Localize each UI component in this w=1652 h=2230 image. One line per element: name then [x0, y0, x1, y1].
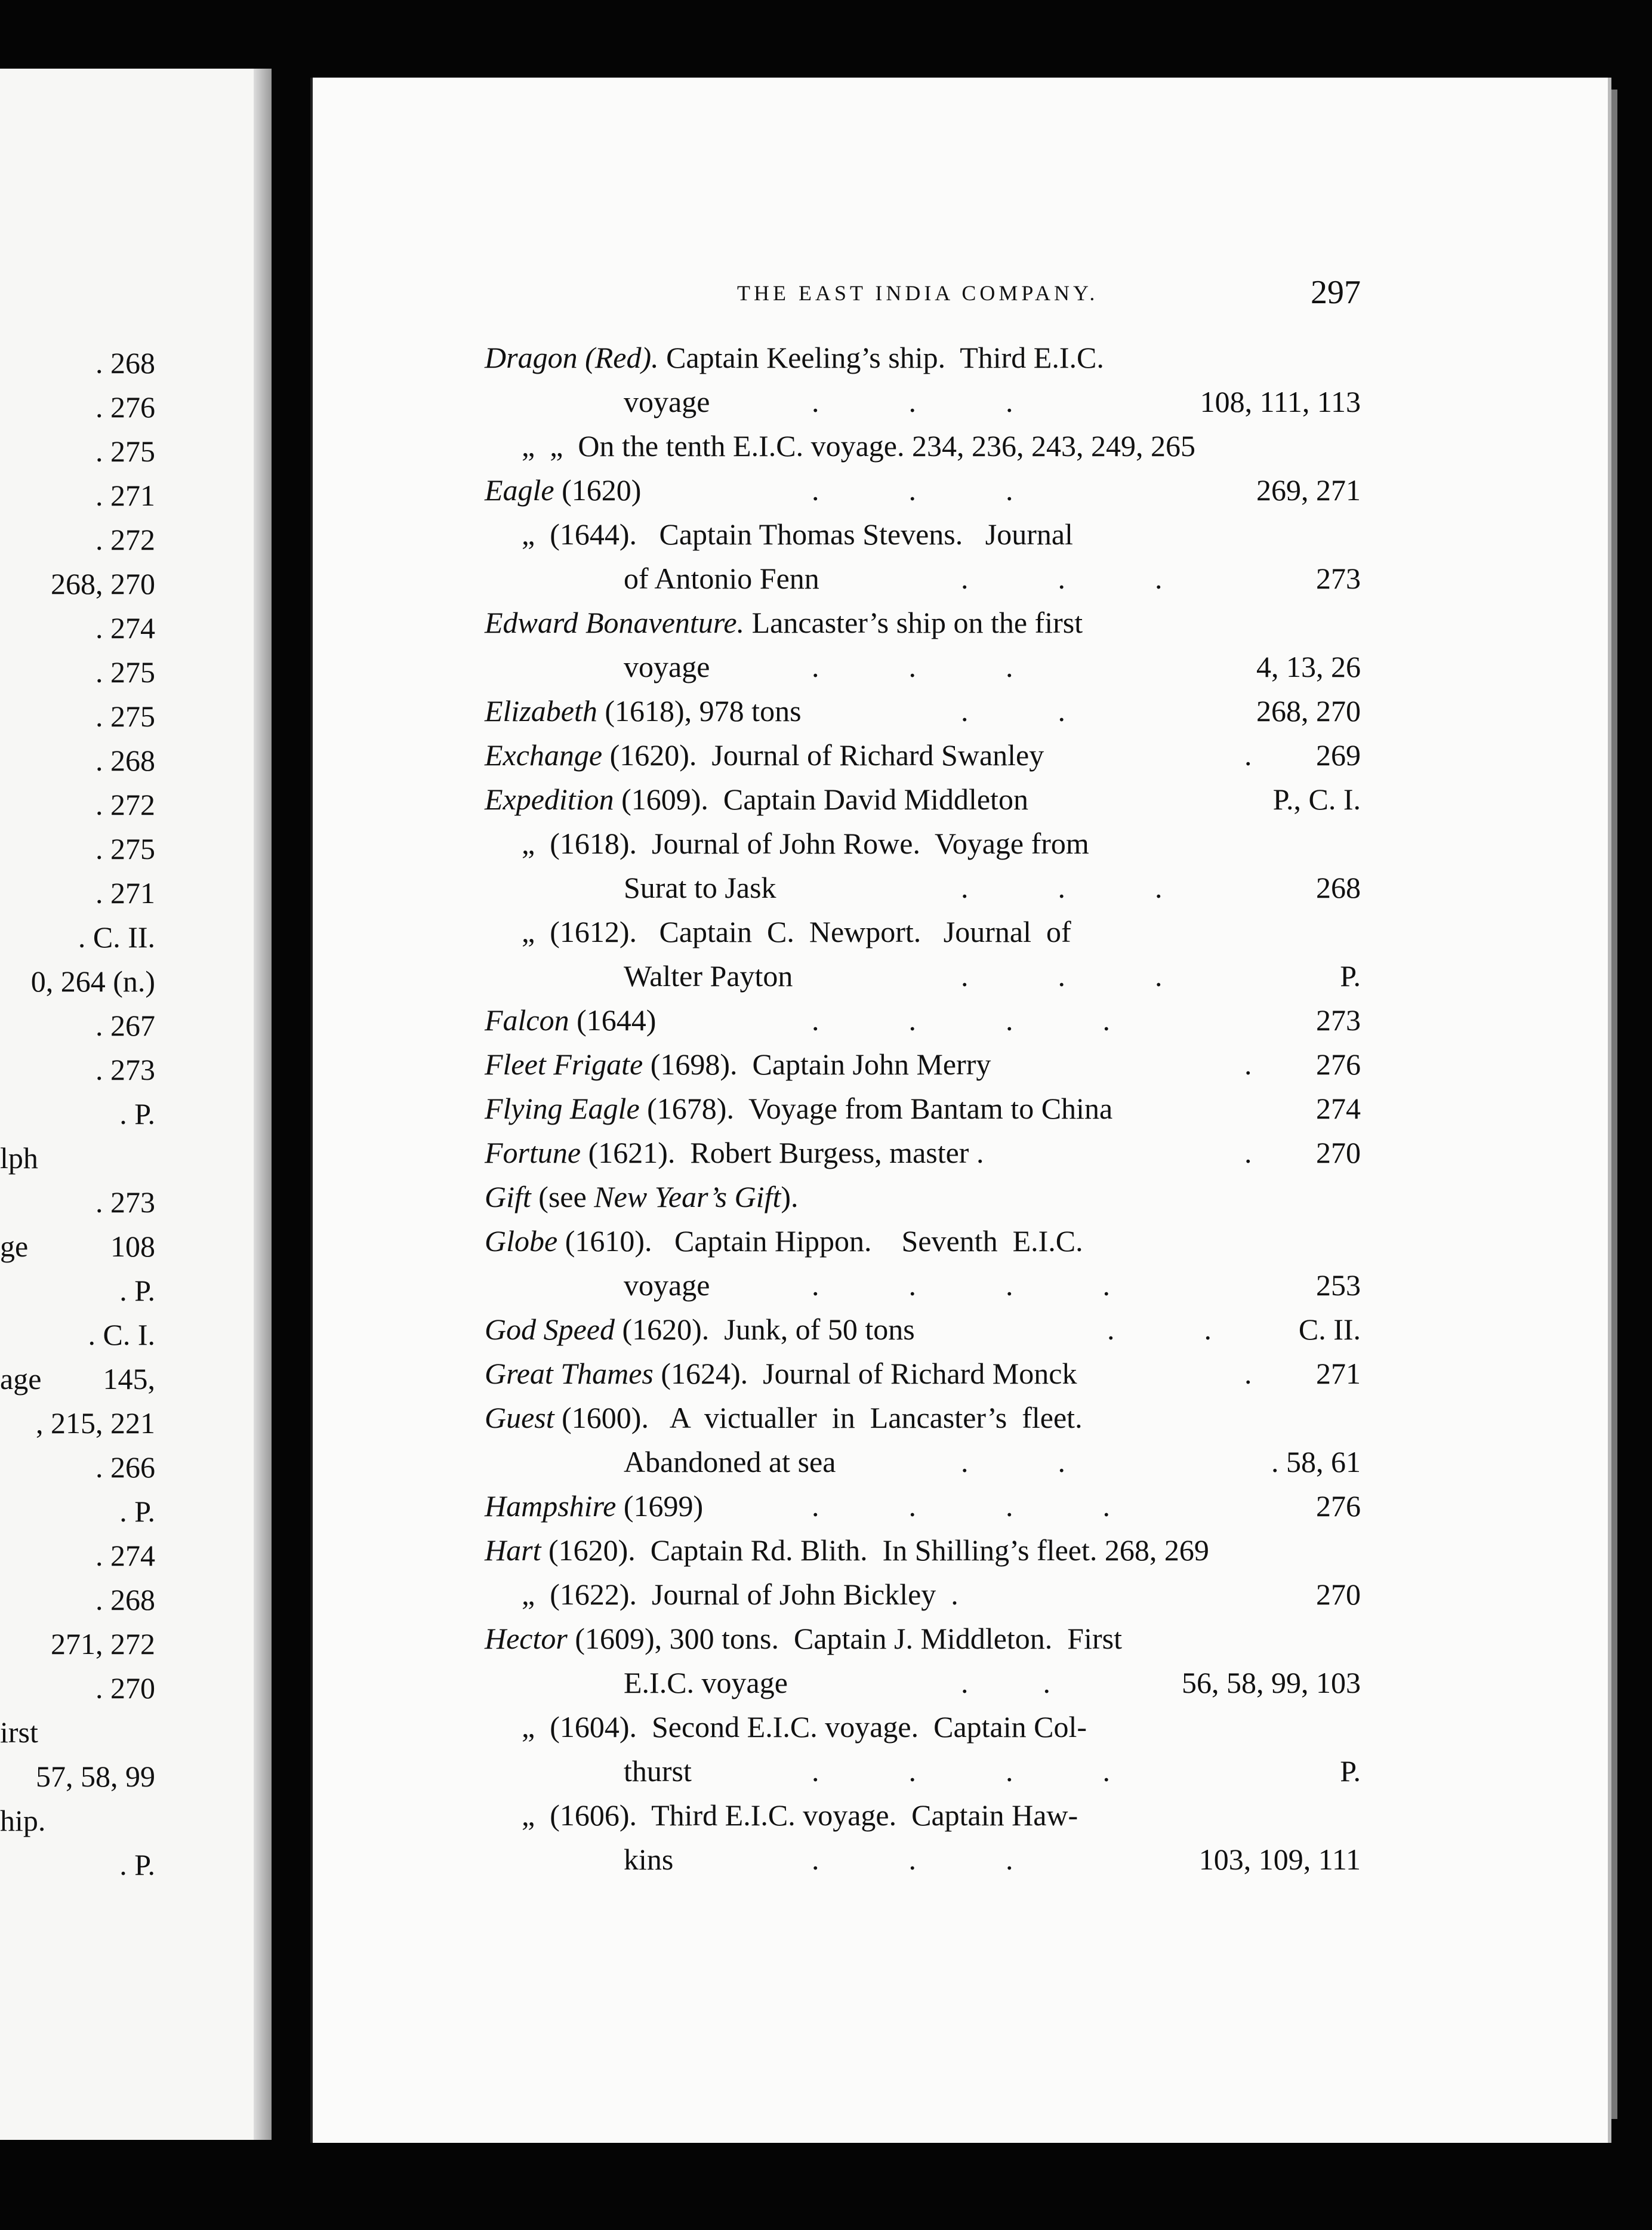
leader-dots: . . .: [961, 562, 1163, 595]
left-page-number: . 268: [95, 1583, 155, 1616]
index-entry-continuation: thurst: [624, 1754, 692, 1788]
leader-dots: . .: [961, 694, 1065, 728]
ship-name: Globe: [485, 1224, 558, 1258]
left-page-number: . C. I.: [88, 1318, 155, 1351]
leader-dots: . . .: [812, 385, 1013, 418]
leader-dots: . . . .: [812, 1003, 1110, 1037]
index-entry-continuation: voyage: [624, 385, 710, 418]
left-facing-page: [0, 69, 272, 2140]
entry-text: (1600). A victualler in Lancaster’s fleet.: [554, 1401, 1083, 1434]
page-references: 271: [1316, 1357, 1361, 1390]
index-entry: „ (1622). Journal of John Bickley .: [522, 1578, 958, 1611]
leader-dots: . . . .: [812, 1754, 1110, 1788]
entry-text: (1620). Journal of Richard Swanley: [602, 738, 1044, 772]
leader-dots: . . . .: [812, 1489, 1110, 1523]
leader-dots: . . . .: [812, 1268, 1110, 1302]
leader-dots: . . .: [812, 473, 1013, 507]
entry-text: (1644): [569, 1003, 657, 1037]
ship-name: Expedition: [485, 783, 614, 816]
page-references: P., C. I.: [1272, 783, 1361, 816]
leader-dots: .: [1244, 1136, 1252, 1169]
ship-name: God Speed: [485, 1313, 615, 1346]
leader-dots: .: [1244, 738, 1252, 772]
leader-dots: . .: [961, 1445, 1065, 1479]
entry-text: Lancaster’s ship on the first: [744, 606, 1083, 639]
left-page-number: . 275: [95, 655, 155, 689]
left-page-number: . 275: [95, 832, 155, 865]
ship-name: Hart: [485, 1533, 541, 1567]
leader-dots: .: [1244, 1357, 1252, 1390]
ship-name: Fleet Frigate: [485, 1048, 643, 1081]
page-references: 269: [1316, 738, 1361, 772]
page-references: C. II.: [1298, 1313, 1361, 1346]
index-entry: [485, 1314, 915, 1344]
index-entry: [485, 1226, 1083, 1256]
index-entry: [485, 740, 1044, 770]
entry-text: (1699): [616, 1489, 704, 1523]
page-references: . 58, 61: [1271, 1445, 1361, 1479]
left-page-fragment: age: [0, 1362, 42, 1396]
left-page-number: . 268: [95, 346, 155, 380]
index-entry-continuation: Surat to Jask: [624, 871, 776, 904]
left-page-number: . P.: [119, 1274, 155, 1307]
entry-text: (1620). Junk, of 50 tons: [615, 1313, 915, 1346]
index-entry: „ (1644). Captain Thomas Stevens. Journal: [522, 518, 1073, 551]
left-page-number: . 273: [95, 1185, 155, 1219]
leader-dots: . . .: [961, 871, 1163, 904]
index-entry: [485, 1624, 1122, 1653]
running-head: THE EAST INDIA COMPANY.: [737, 281, 1099, 305]
left-page-number: . 272: [95, 788, 155, 821]
ship-name: Flying Eagle: [485, 1092, 640, 1125]
left-page-fragment: lph: [0, 1141, 38, 1175]
left-page-number: . 266: [95, 1450, 155, 1484]
page-references: 108, 111, 113: [1200, 385, 1361, 418]
leader-dots: . . .: [812, 650, 1013, 683]
index-entry: [485, 784, 1028, 814]
index-entry: [485, 1535, 1209, 1565]
left-page-fragment: hip.: [0, 1804, 46, 1837]
page-references: 269, 271: [1256, 473, 1361, 507]
left-page-number: . 275: [95, 435, 155, 468]
left-page-number: . 272: [95, 523, 155, 556]
ship-name: Edward Bonaventure.: [485, 606, 745, 639]
left-page-spine-edge: [254, 69, 272, 2140]
left-page-number: . 267: [95, 1009, 155, 1042]
index-entry: [485, 1491, 703, 1521]
page-references: 268: [1316, 871, 1361, 904]
index-entry-continuation: voyage: [624, 1268, 710, 1302]
entry-text: (1698). Captain John Merry: [643, 1048, 991, 1081]
ship-name: Elizabeth: [485, 694, 597, 728]
entry-text: (1621). Robert Burgess, master .: [581, 1136, 984, 1169]
left-page-fragment: irst: [0, 1715, 38, 1749]
index-entry: [485, 1359, 1077, 1388]
index-entry: [485, 696, 802, 726]
index-entry-continuation: kins: [624, 1843, 674, 1876]
page-references: 103, 109, 111: [1198, 1843, 1361, 1876]
page-number: 297: [1311, 274, 1361, 311]
page-references: 270: [1316, 1136, 1361, 1169]
page-references: 268, 270: [1256, 694, 1361, 728]
leader-dots: .: [1244, 1048, 1252, 1081]
left-page-number: 268, 270: [51, 567, 155, 600]
index-entry: [485, 1094, 1112, 1123]
left-page-number: 57, 58, 99: [36, 1760, 155, 1793]
leader-dots: . . .: [812, 1843, 1013, 1876]
ship-name: Gift: [485, 1180, 531, 1213]
leader-dots: . .: [961, 1666, 1050, 1699]
page-references: 56, 58, 99, 103: [1182, 1666, 1361, 1699]
left-page-number: 0, 264 (n.): [30, 965, 155, 998]
index-entry: „ (1604). Second E.I.C. voyage. Captain Col-: [522, 1710, 1087, 1744]
left-page-number: . P.: [119, 1848, 155, 1881]
left-page-number: . 268: [95, 744, 155, 777]
left-page-number: . 271: [95, 479, 155, 512]
page-references: 253: [1316, 1268, 1361, 1302]
index-entry: [485, 475, 641, 505]
left-page-number: . 276: [95, 390, 155, 424]
index-entry: [485, 1138, 984, 1168]
left-page-number: . 271: [95, 876, 155, 910]
index-entry-continuation: voyage: [624, 650, 710, 683]
ship-name: New Year’s Gift: [594, 1180, 781, 1213]
ship-name: Great Thames: [485, 1357, 654, 1390]
page-references: 273: [1316, 1003, 1361, 1037]
page-edge: [1611, 90, 1617, 2119]
left-page-number: . 273: [95, 1053, 155, 1086]
ship-name: Dragon (Red).: [485, 341, 659, 374]
ship-name: Guest: [485, 1401, 554, 1434]
index-entry: „ „ On the tenth E.I.C. voyage. 234, 236, 243, 249, 265: [522, 429, 1195, 463]
entry-text: (1678). Voyage from Bantam to China: [639, 1092, 1113, 1125]
left-page-number: 108: [110, 1230, 155, 1263]
index-entry: „ (1606). Third E.I.C. voyage. Captain Haw-: [522, 1798, 1078, 1832]
entry-text: (1620). Captain Rd. Blith. In Shilling’s fleet. 268, 269: [541, 1533, 1209, 1567]
left-page-number: 145,: [103, 1362, 155, 1396]
index-entry: [485, 608, 1083, 637]
index-entry-continuation: E.I.C. voyage: [624, 1666, 788, 1699]
left-page-number: 271, 272: [51, 1627, 155, 1661]
index-entry: [485, 1049, 991, 1079]
entry-text: (1618), 978 tons: [597, 694, 802, 728]
entry-text: (1620): [554, 473, 642, 507]
ship-name: Falcon: [485, 1003, 569, 1037]
index-entry-continuation: Walter Payton: [624, 959, 793, 993]
index-entry: „ (1612). Captain C. Newport. Journal of: [522, 915, 1071, 948]
left-page-fragment: ge: [0, 1230, 29, 1263]
ship-name: Hector: [485, 1622, 568, 1655]
index-entry: [485, 1182, 799, 1212]
page-references: 273: [1316, 562, 1361, 595]
entry-text: (1624). Journal of Richard Monck: [653, 1357, 1077, 1390]
index-entry-continuation: Abandoned at sea: [624, 1445, 836, 1479]
leader-dots: . . .: [961, 959, 1163, 993]
page-references: 276: [1316, 1489, 1361, 1523]
index-entry: [485, 343, 1104, 372]
index-entry: „ (1618). Journal of John Rowe. Voyage from: [522, 827, 1089, 860]
left-page-number: . C. II.: [78, 920, 155, 954]
index-entry-continuation: of Antonio Fenn: [624, 562, 819, 595]
entry-text: (1610). Captain Hippon. Seventh E.I.C.: [557, 1224, 1083, 1258]
left-page-number: . 275: [95, 700, 155, 733]
page-references: P.: [1340, 959, 1361, 993]
entry-text: ).: [781, 1180, 799, 1213]
ship-name: Exchange: [485, 738, 603, 772]
ship-name: Hampshire: [485, 1489, 617, 1523]
page-references: P.: [1340, 1754, 1361, 1788]
left-page-number: . P.: [119, 1495, 155, 1528]
left-page-number: , 215, 221: [36, 1406, 155, 1440]
ship-name: Eagle: [485, 473, 554, 507]
entry-text: (1609). Captain David Middleton: [614, 783, 1028, 816]
ship-name: Fortune: [485, 1136, 581, 1169]
entry-text: (see: [531, 1180, 594, 1213]
page-references: 274: [1316, 1092, 1361, 1125]
page-references: 270: [1316, 1578, 1361, 1611]
left-page-number: . 274: [95, 1539, 155, 1572]
index-entry: [485, 1403, 1083, 1433]
entry-text: (1609), 300 tons. Captain J. Middleton. First: [567, 1622, 1122, 1655]
left-page-number: . P.: [119, 1097, 155, 1131]
entry-text: Captain Keeling’s ship. Third E.I.C.: [658, 341, 1104, 374]
index-entry: [485, 1005, 656, 1035]
left-page-number: . 274: [95, 611, 155, 645]
page-references: 4, 13, 26: [1256, 650, 1361, 683]
left-page-number: . 270: [95, 1671, 155, 1705]
page-references: 276: [1316, 1048, 1361, 1081]
leader-dots: . .: [1107, 1313, 1212, 1346]
